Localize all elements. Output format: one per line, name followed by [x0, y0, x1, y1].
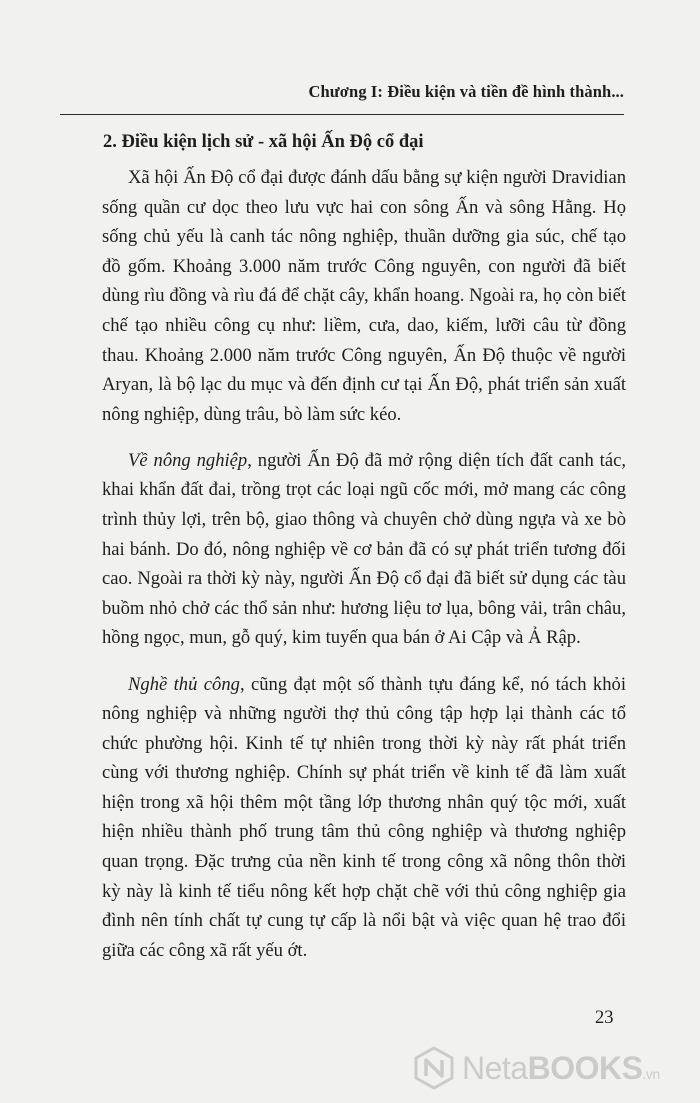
paragraph-3-text: , cũng đạt một số thành tựu đáng kể, nó tách khỏi nông nghiệp và những người thợ thủ công tập hợp lại thành các tổ chức phường hội. Kinh tế tự nhiên trong thời kỳ này rất phát triển cùng với thương nghiệp. Chính sự phát triển về kinh tế đã làm xuất hiện trong xã hội thêm một tầng lớp thương nhân quý tộc mới, xuất hiện nhiều thành phố trung tâm thủ công nghiệp và thương nghiệp quan trọng. Đặc trưng của nền kinh tế trong công xã nông thôn thời kỳ này là kinh tế tiểu nông kết hợp chặt chẽ với thủ công nghiệp gia đình nên tính chất tự cung tự cấp là nổi bật và việc quan hệ trao đổi giữa các công xã rất yếu ớt.: [102, 673, 626, 961]
paragraph-2-lead: Về nông nghiệp: [128, 449, 248, 471]
paragraph-1: Xã hội Ấn Độ cổ đại được đánh dấu bằng sự kiện người Dravidian sống quần cư dọc theo lưu vực hai con sông Ấn và sông Hằng. Họ sống chủ yếu là canh tác nông nghiệp, thuần dưỡng gia súc, chế tạo đồ gốm. Khoảng 3.000 năm trước Công nguyên, con người đã biết dùng rìu đồng và rìu đá để chặt cây, khẩn hoang. Ngoài ra, họ còn biết chế tạo nhiều công cụ như: liềm, cưa, dao, kiếm, lưỡi câu từ đồng thau. Khoảng 2.000 năm trước Công nguyên, Ấn Độ thuộc về người Aryan, là bộ lạc du mục và đến định cư tại Ấn Độ, phát triển sản xuất nông nghiệp, dùng trâu, bò làm sức kéo.: [102, 167, 626, 425]
watermark-suffix: .vn: [642, 1065, 660, 1082]
netabooks-logo-icon: [412, 1046, 456, 1090]
watermark-brand-bold: BOOKS: [527, 1049, 643, 1086]
section-heading: 2. Điều kiện lịch sử - xã hội Ấn Độ cổ đại: [103, 132, 424, 152]
paragraph-2: [102, 446, 626, 653]
paragraph-2-text: , người Ấn Độ đã mở rộng diện tích đất canh tác, khai khẩn đất đai, trồng trọt các loại ngũ cốc mới, mở mang các công trình thủy lợi, trên bộ, giao thông và chuyên chở dùng ngựa và xe bò hai bánh. Do đó, nông nghiệp về cơ bản đã có sự phát triển tương đối cao. Ngoài ra thời kỳ này, người Ấn Độ cổ đại đã biết sử dụng các tàu buồm nhỏ chở các thổ sản như: hương liệu tơ lụa, bông vải, trân châu, hồng ngọc, mun, gỗ quý, kim tuyến qua bán ở Ai Cập và Ả Rập.: [102, 449, 626, 649]
watermark-brand-light: Neta: [462, 1049, 528, 1086]
page-number: 23: [595, 1008, 614, 1028]
watermark-text: [462, 1050, 660, 1087]
running-header: [60, 78, 624, 115]
paragraph-3: [102, 670, 626, 966]
body-text: [102, 163, 626, 982]
watermark: [412, 1040, 700, 1096]
running-header-title: Chương I: Điều kiện và tiền đề hình thành...: [308, 82, 624, 101]
paragraph-3-lead: Nghề thủ công: [128, 673, 240, 695]
